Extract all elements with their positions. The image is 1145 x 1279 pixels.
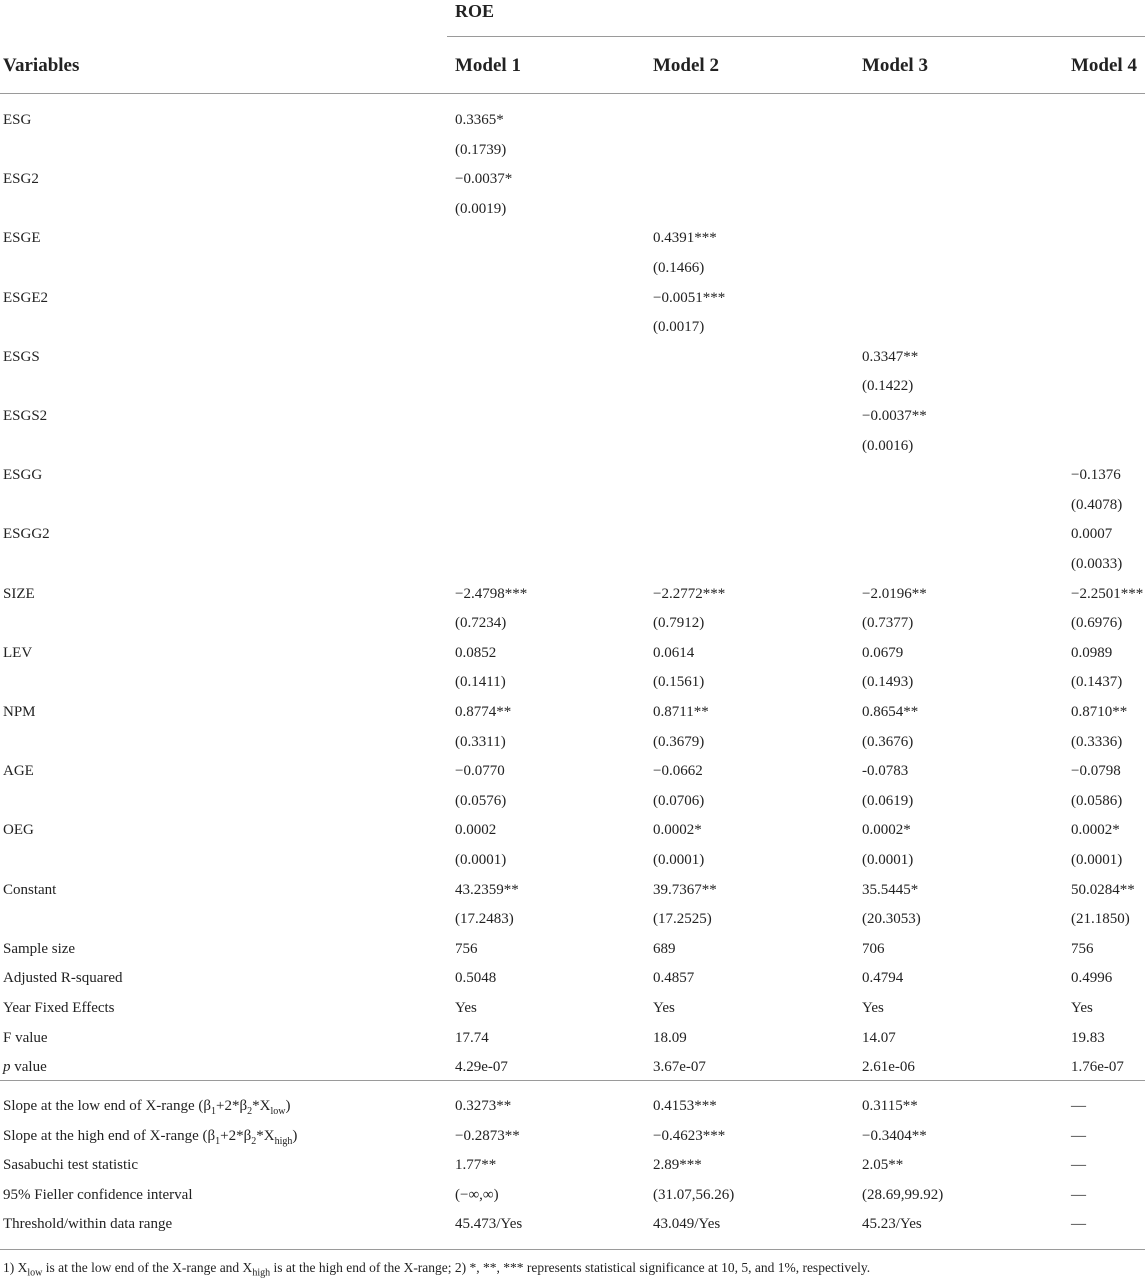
coefficient-cell: 0.8710** bbox=[1071, 704, 1128, 720]
table-cell: 19.83 bbox=[1071, 1029, 1105, 1046]
standard-error-cell: (17.2525) bbox=[653, 911, 712, 928]
column-header-row bbox=[0, 52, 1145, 80]
table-row bbox=[0, 1181, 1145, 1211]
table-cell: — bbox=[1071, 1098, 1086, 1114]
coefficient-cell: 0.0007 bbox=[1071, 526, 1113, 543]
row-label: ESG bbox=[3, 112, 32, 128]
table-cell: (28.69,99.92) bbox=[862, 1186, 944, 1203]
standard-error-cell: (0.0001) bbox=[862, 852, 914, 868]
standard-error-cell: (0.4078) bbox=[1071, 496, 1123, 513]
table-cell: Yes bbox=[653, 1000, 675, 1016]
standard-error-row bbox=[0, 787, 1145, 817]
table-cell: — bbox=[1071, 1216, 1086, 1233]
table-cell: 0.4857 bbox=[653, 970, 695, 987]
row-label: ESGE2 bbox=[3, 289, 48, 306]
table-cell: 1.76e-07 bbox=[1071, 1059, 1124, 1076]
table-cell: −0.4623*** bbox=[653, 1127, 726, 1144]
standard-error-row bbox=[0, 432, 1145, 462]
group-header-roe: ROE bbox=[455, 1, 495, 21]
coefficient-cell: −0.0051*** bbox=[653, 289, 726, 306]
row-label: ESGG bbox=[3, 467, 43, 484]
row-label: ESGS bbox=[3, 348, 40, 365]
coefficient-cell: 0.0002* bbox=[862, 822, 911, 839]
table-cell: 3.67e-07 bbox=[653, 1059, 706, 1076]
coefficient-cell: 0.4391*** bbox=[653, 230, 717, 247]
coefficient-cell: 0.0002 bbox=[455, 822, 497, 839]
table-row bbox=[0, 165, 1145, 195]
coefficient-cell: 0.0614 bbox=[653, 644, 695, 661]
standard-error-row bbox=[0, 136, 1145, 166]
table-cell: 45.473/Yes bbox=[455, 1216, 523, 1233]
table-row bbox=[0, 639, 1145, 669]
table-cell: 17.74 bbox=[455, 1029, 489, 1046]
standard-error-cell: (17.2483) bbox=[455, 911, 514, 928]
standard-error-row bbox=[0, 550, 1145, 580]
table-row bbox=[0, 284, 1145, 314]
coefficient-cell: 0.3347** bbox=[862, 348, 919, 365]
table-cell: Yes bbox=[455, 1000, 477, 1016]
table-cell: 1.77** bbox=[455, 1157, 497, 1174]
standard-error-cell: (0.1739) bbox=[455, 141, 507, 158]
table-row bbox=[0, 520, 1145, 550]
table-row bbox=[0, 106, 1145, 136]
coefficient-cell: 0.8654** bbox=[862, 704, 919, 720]
coefficient-cell: −2.4798*** bbox=[455, 585, 528, 602]
table-cell: — bbox=[1071, 1127, 1086, 1144]
standard-error-cell: (0.3336) bbox=[1071, 733, 1123, 750]
standard-error-row bbox=[0, 668, 1145, 698]
table-row bbox=[0, 1053, 1145, 1083]
table-row bbox=[0, 343, 1145, 373]
table-cell: 18.09 bbox=[653, 1029, 687, 1046]
row-label: 95% Fieller confidence interval bbox=[3, 1186, 193, 1203]
table-cell: 2.05** bbox=[862, 1157, 904, 1174]
standard-error-cell: (20.3053) bbox=[862, 911, 921, 928]
table-row bbox=[0, 1024, 1145, 1054]
table-row bbox=[0, 224, 1145, 254]
coefficient-cell: −0.0662 bbox=[653, 763, 703, 780]
model-4-header: Model 4 bbox=[1071, 55, 1137, 76]
coefficient-cell: 0.0852 bbox=[455, 644, 497, 661]
coefficient-cell: 43.2359** bbox=[455, 881, 519, 898]
table-cell: 0.4153*** bbox=[653, 1098, 717, 1114]
table-row bbox=[0, 1092, 1145, 1122]
table-cell: 4.29e-07 bbox=[455, 1059, 508, 1076]
bottom-rule bbox=[0, 1249, 1145, 1250]
standard-error-cell: (21.1850) bbox=[1071, 911, 1130, 928]
table-cell: 2.61e-06 bbox=[862, 1059, 915, 1076]
row-label: Slope at the low end of X-range $(\beta_1+2*\beta_2*X_{low})$ bbox=[3, 1098, 291, 1117]
coefficient-cell: 50.0284** bbox=[1071, 881, 1135, 898]
coefficient-cell: −0.1376 bbox=[1071, 467, 1121, 484]
table-cell: −0.3404** bbox=[862, 1127, 927, 1144]
row-label: LEV bbox=[3, 644, 33, 661]
row-label: Sample size bbox=[3, 940, 76, 957]
table-cell: 14.07 bbox=[862, 1029, 896, 1046]
coefficient-cell: 0.8711** bbox=[653, 704, 709, 720]
standard-error-cell: (0.0001) bbox=[455, 852, 507, 868]
standard-error-row bbox=[0, 195, 1145, 225]
table-cell: 0.3273** bbox=[455, 1098, 512, 1114]
variables-header: Variables bbox=[3, 55, 80, 76]
table-cell: 45.23/Yes bbox=[862, 1216, 922, 1233]
row-label: ESGG2 bbox=[3, 526, 50, 543]
standard-error-row bbox=[0, 254, 1145, 284]
table-cell: 0.5048 bbox=[455, 970, 497, 987]
row-label: ESG2 bbox=[3, 171, 39, 188]
coefficient-cell: -0.0783 bbox=[862, 763, 909, 780]
model-3-header: Model 3 bbox=[862, 55, 928, 76]
table-row bbox=[0, 1122, 1145, 1152]
row-label: Adjusted R-squared bbox=[3, 970, 123, 987]
standard-error-cell: (0.0019) bbox=[455, 200, 507, 217]
table-row bbox=[0, 580, 1145, 610]
table-row bbox=[0, 964, 1145, 994]
coefficient-cell: 0.8774** bbox=[455, 704, 512, 720]
standard-error-cell: (0.1437) bbox=[1071, 674, 1123, 691]
row-label: F value bbox=[3, 1029, 48, 1046]
row-label: Year Fixed Effects bbox=[3, 1000, 115, 1016]
table-cell: 0.4794 bbox=[862, 970, 904, 987]
standard-error-cell: (0.0017) bbox=[653, 319, 705, 336]
standard-error-cell: (0.1493) bbox=[862, 674, 914, 691]
table-row bbox=[0, 1151, 1145, 1181]
coefficient-cell: 0.3365* bbox=[455, 112, 504, 128]
standard-error-cell: (0.0586) bbox=[1071, 792, 1123, 809]
coefficient-cell: 0.0002* bbox=[1071, 822, 1120, 839]
table-cell: −0.2873** bbox=[455, 1127, 520, 1144]
table-cell: 2.89*** bbox=[653, 1157, 702, 1174]
group-rule bbox=[447, 36, 1145, 37]
model-2-header: Model 2 bbox=[653, 55, 719, 76]
coefficient-cell: 39.7367** bbox=[653, 881, 717, 898]
table-row bbox=[0, 994, 1145, 1024]
table-cell: 0.4996 bbox=[1071, 970, 1113, 987]
standard-error-cell: (0.6976) bbox=[1071, 615, 1123, 632]
standard-error-cell: (0.0706) bbox=[653, 792, 705, 809]
standard-error-row bbox=[0, 728, 1145, 758]
coefficient-cell: 0.0679 bbox=[862, 644, 904, 661]
coefficient-cell: −0.0798 bbox=[1071, 763, 1121, 780]
table-cell: — bbox=[1071, 1186, 1086, 1203]
standard-error-cell: (0.1422) bbox=[862, 378, 914, 395]
standard-error-cell: (0.1561) bbox=[653, 674, 705, 691]
table-row bbox=[0, 461, 1145, 491]
standard-error-cell: (0.7377) bbox=[862, 615, 914, 632]
row-label: ESGE bbox=[3, 230, 41, 247]
standard-error-row bbox=[0, 905, 1145, 935]
table-cell: 756 bbox=[1071, 940, 1094, 957]
row-label: ESGS2 bbox=[3, 408, 48, 424]
row-label: p value bbox=[3, 1059, 47, 1076]
standard-error-row bbox=[0, 846, 1145, 876]
table-cell: Yes bbox=[1071, 1000, 1093, 1016]
standard-error-cell: (0.7234) bbox=[455, 615, 507, 632]
table-row bbox=[0, 816, 1145, 846]
table-cell: 689 bbox=[653, 940, 676, 957]
row-label: Constant bbox=[3, 881, 57, 898]
table-cell: 706 bbox=[862, 940, 885, 957]
header-rule bbox=[0, 93, 1145, 94]
table-row bbox=[0, 876, 1145, 906]
standard-error-row bbox=[0, 313, 1145, 343]
coefficient-cell: 35.5445* bbox=[862, 881, 919, 898]
standard-error-cell: (0.1466) bbox=[653, 260, 705, 276]
table-row bbox=[0, 935, 1145, 965]
standard-error-cell: (0.0619) bbox=[862, 792, 914, 809]
table-cell: 0.3115** bbox=[862, 1098, 918, 1114]
standard-error-row bbox=[0, 372, 1145, 402]
row-label: Slope at the high end of X-range $(\beta_1+2*\beta_2*X_{high})$ bbox=[3, 1127, 298, 1147]
row-label: OEG bbox=[3, 822, 34, 839]
slope-section-rule bbox=[0, 1080, 1145, 1081]
standard-error-cell: (0.0576) bbox=[455, 792, 507, 809]
table-row bbox=[0, 698, 1145, 728]
table-cell: (−∞,∞) bbox=[455, 1186, 499, 1203]
standard-error-cell: (0.0033) bbox=[1071, 556, 1123, 572]
table-cell: Yes bbox=[862, 1000, 884, 1016]
table-row bbox=[0, 1210, 1145, 1240]
row-label: NPM bbox=[3, 704, 36, 720]
row-label: Sasabuchi test statistic bbox=[3, 1157, 138, 1174]
row-label: SIZE bbox=[3, 585, 35, 602]
standard-error-cell: (0.1411) bbox=[455, 674, 506, 691]
standard-error-cell: (0.0001) bbox=[1071, 852, 1123, 868]
table-cell: 756 bbox=[455, 940, 478, 957]
coefficient-cell: 0.0002* bbox=[653, 822, 702, 839]
standard-error-cell: (0.0001) bbox=[653, 852, 705, 868]
standard-error-cell: (0.3311) bbox=[455, 733, 506, 750]
standard-error-cell: (0.0016) bbox=[862, 437, 914, 454]
table-row bbox=[0, 757, 1145, 787]
coefficient-cell: −2.0196** bbox=[862, 585, 927, 602]
model-1-header: Model 1 bbox=[455, 55, 521, 76]
coefficient-cell: −0.0770 bbox=[455, 763, 505, 780]
coefficient-cell: −2.2772*** bbox=[653, 585, 726, 602]
coefficient-cell: −0.0037** bbox=[862, 408, 927, 424]
row-label: AGE bbox=[3, 763, 34, 780]
table-footnote: 1) $X_{low}$ is at the low end of the X-range and $X_{high}$ is at the high end of the X-range; 2) *, **, *** represents statistical significance at 10, 5, and 1%, respectively. bbox=[3, 1260, 871, 1279]
standard-error-cell: (0.7912) bbox=[653, 615, 705, 632]
standard-error-cell: (0.3679) bbox=[653, 733, 705, 750]
standard-error-row bbox=[0, 609, 1145, 639]
coefficient-cell: −2.2501*** bbox=[1071, 585, 1144, 602]
coefficient-cell: 0.0989 bbox=[1071, 644, 1113, 661]
table-cell: (31.07,56.26) bbox=[653, 1186, 735, 1203]
table-row bbox=[0, 402, 1145, 432]
table-cell: 43.049/Yes bbox=[653, 1216, 721, 1233]
table-cell: — bbox=[1071, 1157, 1086, 1174]
standard-error-row bbox=[0, 491, 1145, 521]
standard-error-cell: (0.3676) bbox=[862, 733, 914, 750]
coefficient-cell: −0.0037* bbox=[455, 171, 513, 188]
row-label: Threshold/within data range bbox=[3, 1216, 173, 1233]
